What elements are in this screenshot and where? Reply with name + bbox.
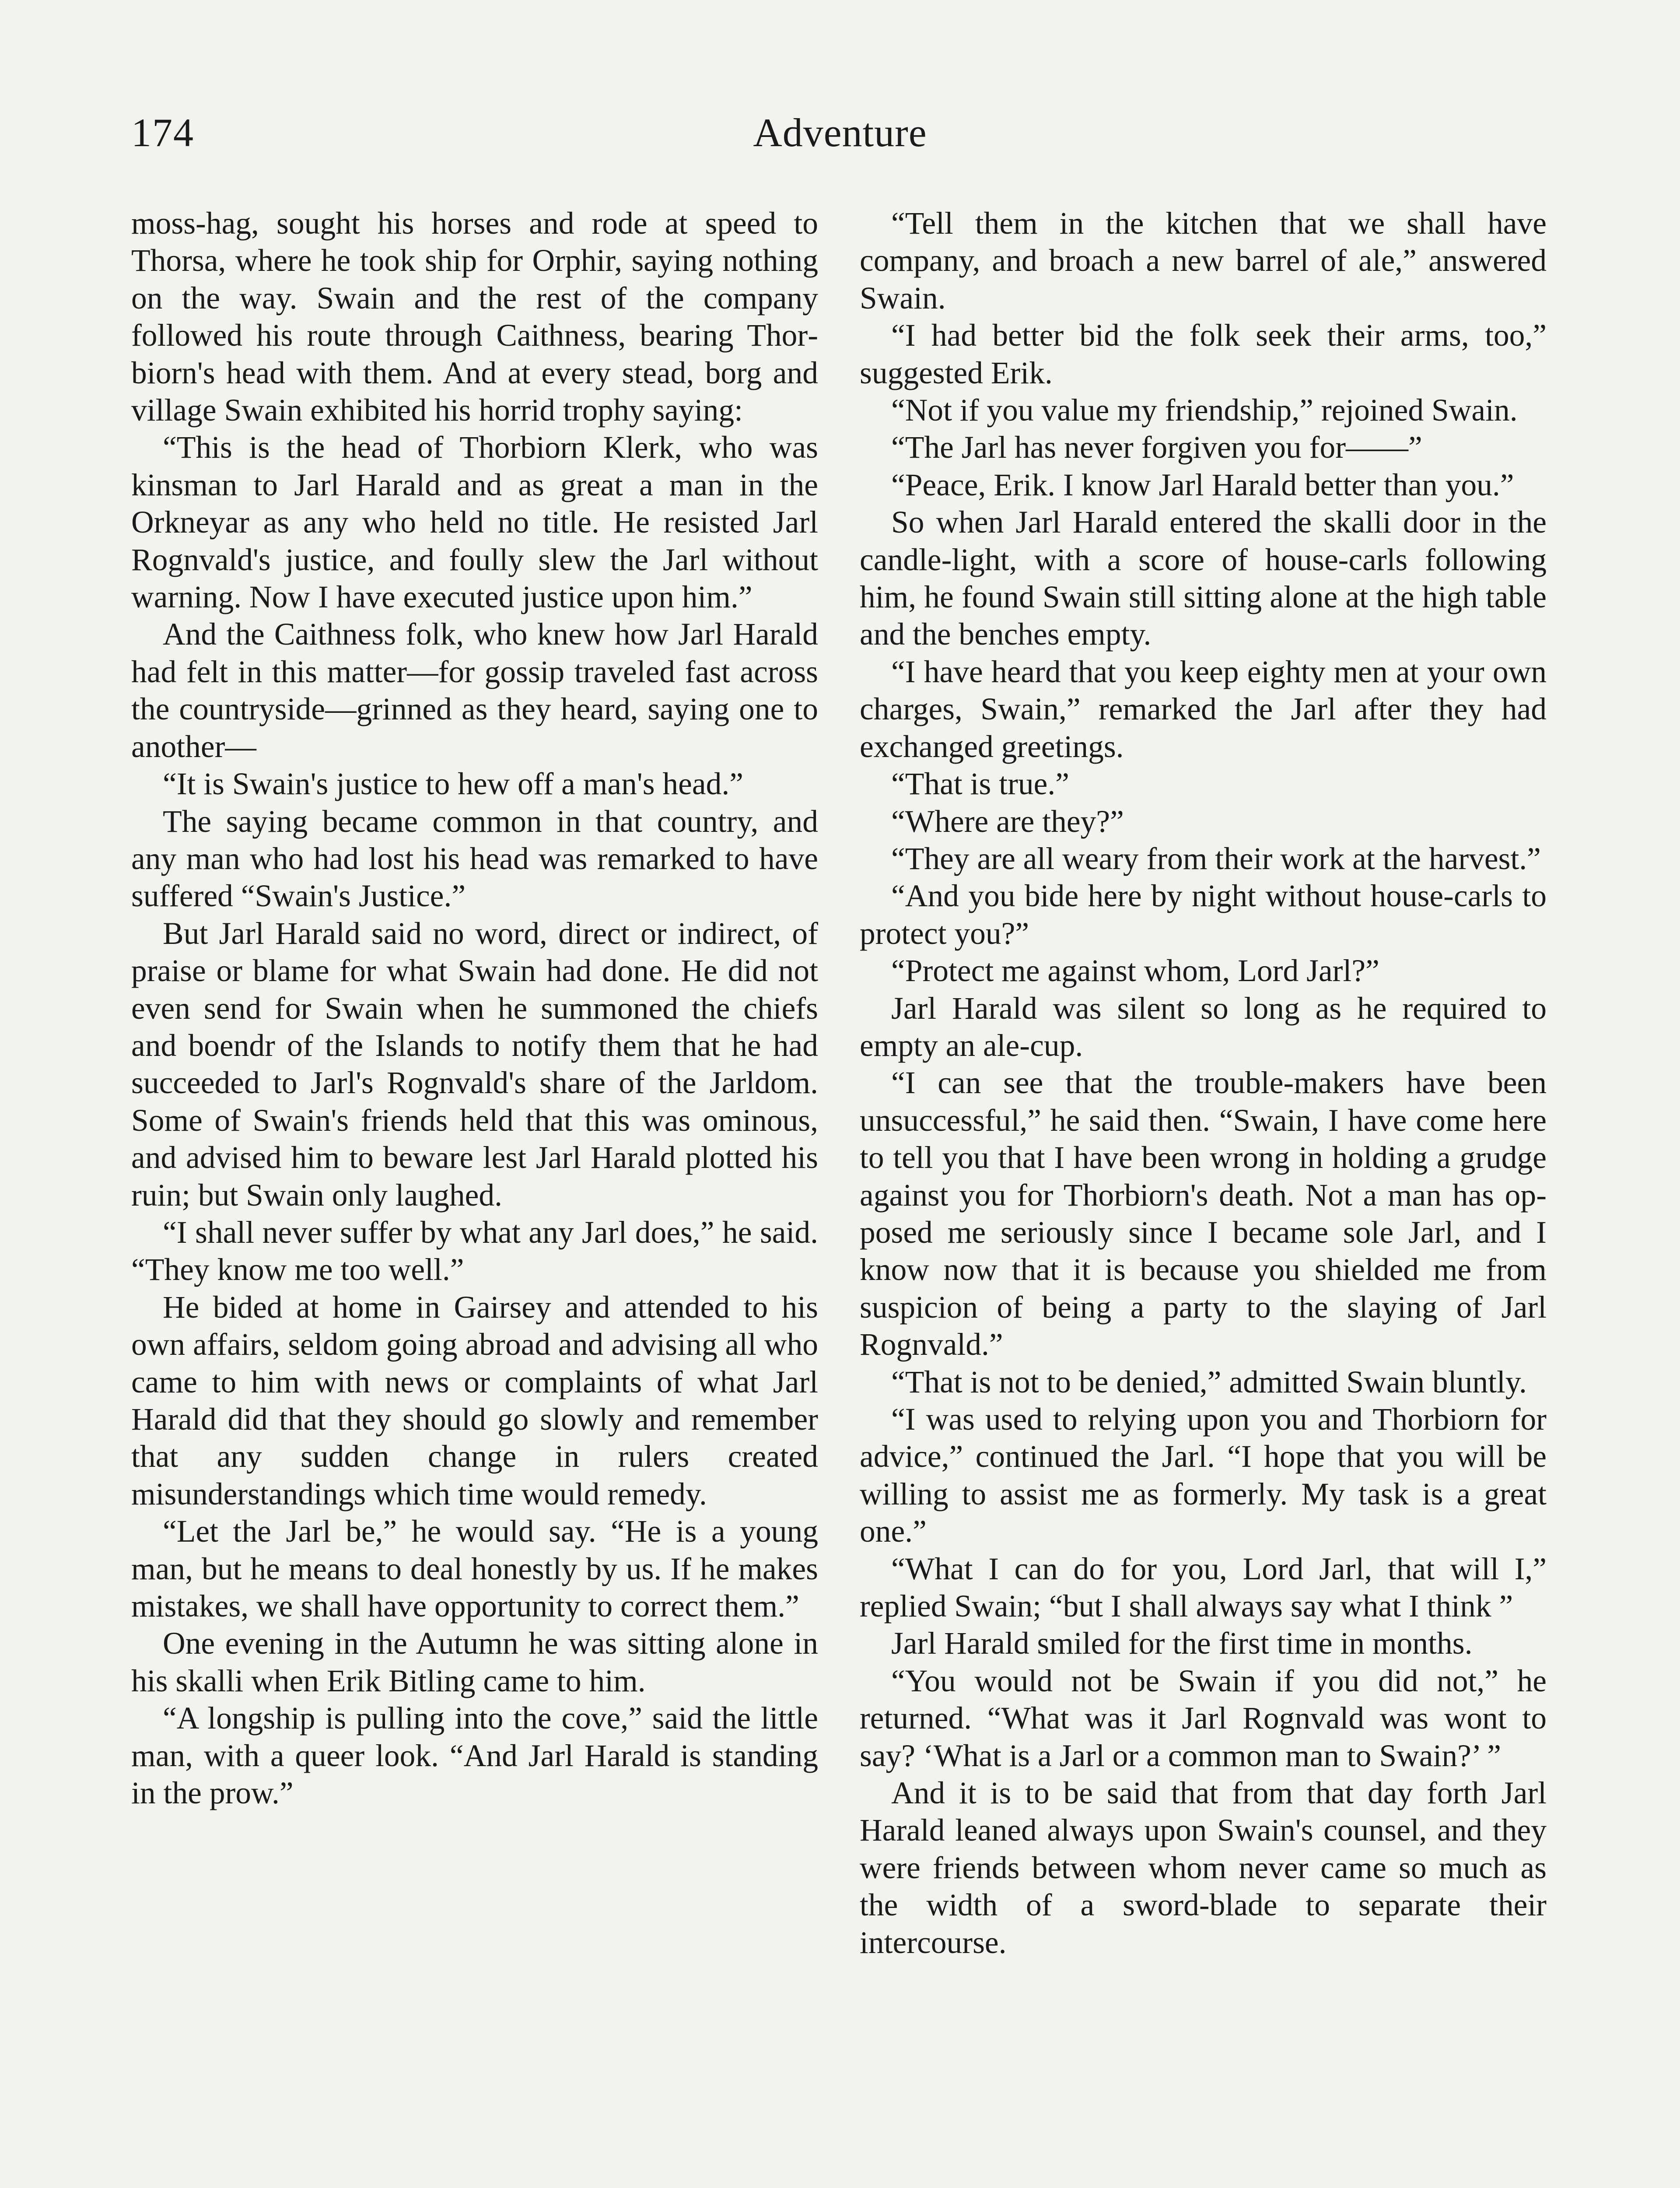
paragraph: “Protect me against whom, Lord Jarl?” <box>891 954 1379 989</box>
page-number: 174 <box>131 110 194 155</box>
paragraph: “Tell them in the kitchen that we shall have company, and broach a new barrel of ale,” answered Swain. <box>860 206 1547 316</box>
paragraph: “You would not be Swain if you did not,” he returned. “What was it Jarl Rognvald was wont to say? ‘What is a Jarl or a common man to Swain?’ ” <box>860 1663 1547 1773</box>
paragraph: “That is true.” <box>891 767 1069 802</box>
right-column <box>860 205 1547 1961</box>
paragraph: “And you bide here by night without house-carls to protect you?” <box>860 879 1547 951</box>
paragraph: “Peace, Erik. I know Jarl Harald better than you.” <box>891 467 1514 502</box>
paragraph: And the Caithness folk, who knew how Jarl Harald had felt in this matter—for gossip traveled fast across the countryside—grinned as they heard, saying one to another— <box>131 617 818 764</box>
paragraph: “This is the head of Thorbiorn Klerk, who was kinsman to Jarl Harald and as great a man in the Orkneyar as any who held no title. He resisted Jarl Rognvald's justice, and foully slew the Jarl without warning. Now I have executed justice upon him.” <box>131 430 818 615</box>
paragraph: So when Jarl Harald entered the skalli door in the candle-light, with a score of house-carls following him, he found Swain still sitting alone at the high table and the benches empty. <box>860 505 1547 652</box>
paragraph: And it is to be said that from that day forth Jarl Harald leaned always upon Swain's counsel, and they were friends between whom never came so much as the width of a sword-blade to separate their intercourse. <box>860 1776 1547 1960</box>
paragraph: “A longship is pulling into the cove,” said the little man, with a queer look. “And Jarl Harald is standing in the prow.” <box>131 1701 818 1811</box>
paragraph: He bided at home in Gairsey and attended to his own affairs, seldom going abroad and advising all who came to him with news or complaints of what Jarl Harald did that they should go slowly and remember that any sudden change in rulers created misunderstandings which time would remedy. <box>131 1290 818 1511</box>
paragraph: “I was used to relying upon you and Thorbiorn for advice,” continued the Jarl. “I hope that you will be willing to assist me as formerly. My task is a great one.” <box>860 1402 1547 1549</box>
page-header <box>131 109 1549 166</box>
paragraph: “I can see that the trouble-makers have been unsuccessful,” he said then. “Swain, I have come here to tell you that I have been wrong in holding a grudge against you for Thorbiorn's death. Not a man has opposed me seriously since I became sole Jarl, and I know now that it is because you shielded me from suspicion of being a party to the slaying of Jarl Rognvald.” <box>860 1066 1547 1362</box>
running-title: Adventure <box>753 110 927 155</box>
paragraph: “I have heard that you keep eighty men at your own charges, Swain,” remarked the Jarl after they had exchanged greetings. <box>860 654 1547 764</box>
paragraph: “What I can do for you, Lord Jarl, that will I,” replied Swain; “but I shall always say what I think ” <box>860 1551 1547 1624</box>
paragraph: One evening in the Autumn he was sitting alone in his skalli when Erik Bitling came to him. <box>131 1626 818 1698</box>
paragraph: But Jarl Harald said no word, direct or indirect, of praise or blame for what Swain had done. He did not even send for Swain when he summoned the chiefs and boendr of the Islands to notify them that he had succeeded to Jarl's Rognvald's share of the Jarldom. Some of Swain's friends held that this was ominous, and advised him to beware lest Jarl Harald plotted his ruin; but Swain only laughed. <box>131 916 818 1213</box>
paragraph: Jarl Harald was silent so long as he required to empty an ale-cup. <box>860 991 1547 1063</box>
paragraph: moss-hag, sought his horses and rode at speed to Thorsa, where he took ship for Orphir, saying nothing on the way. Swain and the rest of the company followed his route through Caithness, bearing Thorbiorn's head with them. And at every stead, borg and village Swain exhibited his horrid trophy saying: <box>131 206 818 428</box>
paragraph: “That is not to be denied,” admitted Swain bluntly. <box>891 1364 1527 1399</box>
paragraph: The saying became common in that country, and any man who had lost his head was remarked to have suffered “Swain's Justice.” <box>131 804 818 914</box>
left-column <box>131 205 818 1812</box>
paragraph: “They are all weary from their work at the harvest.” <box>891 841 1541 876</box>
paragraph: “I had better bid the folk seek their arms, too,” suggested Erik. <box>860 318 1547 390</box>
paragraph: Jarl Harald smiled for the first time in months. <box>891 1626 1473 1661</box>
paragraph: “It is Swain's justice to hew off a man's head.” <box>163 767 744 802</box>
paragraph: “The Jarl has never forgiven you for——” <box>891 430 1422 465</box>
paragraph: “Where are they?” <box>891 804 1124 839</box>
paragraph: “Not if you value my friendship,” rejoined Swain. <box>891 393 1518 428</box>
paragraph: “Let the Jarl be,” he would say. “He is a young man, but he means to deal honestly by us. If he makes mistakes, we shall have opportunity to correct them.” <box>131 1514 818 1624</box>
paragraph: “I shall never suffer by what any Jarl does,” he said. “They know me too well.” <box>131 1215 818 1287</box>
